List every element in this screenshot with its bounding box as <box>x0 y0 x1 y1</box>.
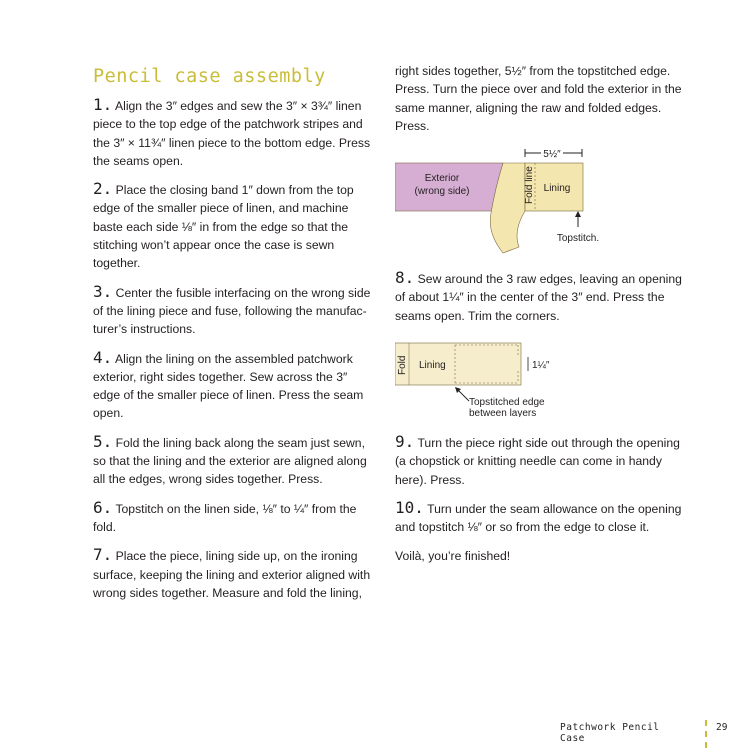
step-text: Align the 3″ edges and sew the 3″ × 3¾″ linen piece to the top edge of the patchwork stripes and the 3″ × 11¾″ linen piece to the bottom edge. Press the seams open. <box>93 99 371 168</box>
step-text: Turn the piece right side out through the opening (a chopstick or knitting needle can come in handy here). Press. <box>395 436 680 487</box>
step-text: Place the piece, lining side up, on the ironing surface, keeping the lining and exterior aligned with wrong sides together. Measure and fold the lining, <box>93 549 371 600</box>
step-number: 1. <box>93 95 113 114</box>
step-number: 6. <box>93 497 113 517</box>
fold-label: Fold <box>397 355 408 376</box>
step-2 <box>93 180 377 272</box>
step-number: 10. <box>395 497 424 517</box>
step-number: 2. <box>93 179 113 199</box>
step-text: Sew around the 3 raw edges, leaving an opening of about 1¼″ in the center of the 3″ end. Press the seams open. Trim the corners. <box>395 272 682 323</box>
step-number: 5. <box>93 431 113 451</box>
opening-dimension: 1¼″ <box>532 360 550 372</box>
step-number: 9. <box>395 432 415 452</box>
fold-diagram-svg <box>395 149 687 259</box>
step-8 <box>395 269 687 325</box>
step-3 <box>93 283 377 339</box>
footer-title: Patchwork Pencil Case <box>560 722 660 744</box>
step-text: Place the closing band 1″ down from the top edge of the smaller piece of linen, and machine baste each side ⅛″ in from the edge so that the stitching won’t appear once the case is sewn together. <box>93 183 354 271</box>
step-text: Align the lining on the assembled patchwork exterior, right sides together. Sew across the 3″ edge of the smaller piece of linen. Press the seam open. <box>93 351 364 421</box>
lining-label: Lining <box>419 360 446 372</box>
step-text: Fold the lining back along the seam just sewn, so that the lining and the exterior are aligned along all the edges, wrong sides together. Press. <box>93 435 367 487</box>
edge-label: Topstitched edge <box>469 397 545 409</box>
step-number: 7. <box>93 545 113 565</box>
page-footer <box>560 720 730 744</box>
step-number: 3. <box>93 281 113 301</box>
exterior-sublabel: (wrong side) <box>414 186 470 198</box>
exterior-label: Exterior <box>424 173 460 185</box>
step-text: Center the fusible interfacing on the wrong side of the lining piece and fuse, following the manufac-turer’s instructions. <box>93 285 371 337</box>
closing-line: Voilà, you’re finished! <box>395 548 511 563</box>
lining-label: Lining <box>543 183 571 195</box>
page-number: 29 <box>716 722 728 733</box>
lining-rect <box>395 343 521 385</box>
step-9 <box>395 433 687 489</box>
left-column <box>93 62 377 612</box>
step-10 <box>395 499 687 537</box>
right-column <box>395 62 687 575</box>
edge-sublabel: between layers <box>469 408 537 418</box>
section-title: Pencil case assembly <box>93 66 326 87</box>
topstitch-arrowhead <box>575 211 581 217</box>
figure-lining-diagram <box>395 335 687 417</box>
step-7-continued: right sides together, 5½″ from the topstitched edge. Press. Turn the piece over and fold the exterior in the same manner, aligning the raw and folded edges. Press. <box>395 64 682 133</box>
footer-divider <box>705 720 707 748</box>
step-7 <box>93 546 377 602</box>
step-5 <box>93 433 377 489</box>
fold-line-label: Fold line <box>524 166 535 205</box>
step-number: 8. <box>395 268 415 288</box>
topstitch-label: Topstitch. <box>556 233 600 245</box>
step-text: Turn under the seam allowance on the opening and topstitch ⅛″ or so from the edge to close it. <box>395 501 682 535</box>
step-1 <box>93 96 377 170</box>
lining-diagram-svg <box>395 335 687 417</box>
step-number: 4. <box>93 347 113 367</box>
step-text: Topstitch on the linen side, ⅛″ to ¼″ from the fold. <box>93 501 357 534</box>
dimension-label: 5½″ <box>543 149 561 161</box>
step-6 <box>93 499 377 537</box>
figure-fold-diagram <box>395 149 687 259</box>
step-4 <box>93 349 377 423</box>
